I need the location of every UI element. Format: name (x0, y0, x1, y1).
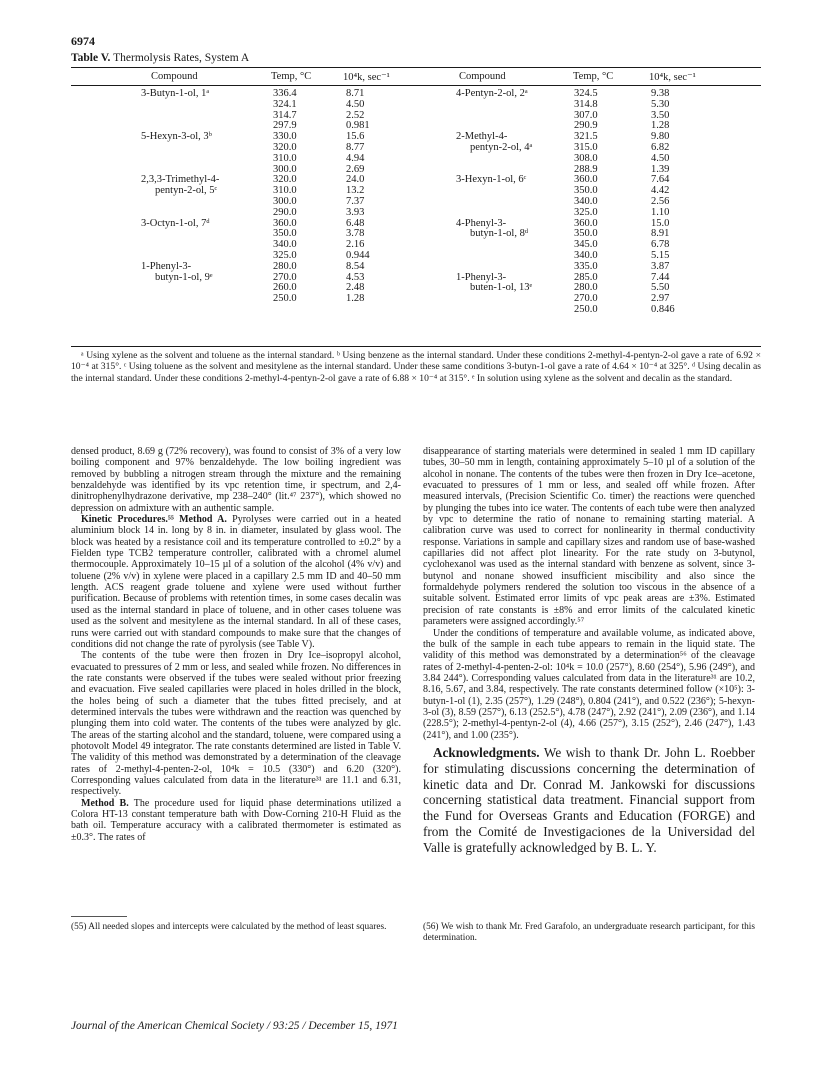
rate-constant-cell: 5.15 (651, 250, 670, 261)
paragraph: Under the conditions of temperature and available volume, as indicated above, the bulk of the sample in each tube appears to remain in the liquid state. The validity of this method was demonstrated by a determination⁵⁶ of the cleavage rates of 2-methyl-4-penten-2-ol: 10⁴k = 10.0 (257°), 8.60 (254°), 5.96 (249°), and 3.84 244°). Corresponding values calculated from data in the literature³¹ are 10.2, 8.16, 5.67, and 3.84, respectively. The rate constants determined follow (×10⁵): 3-butyn-1-ol (1), 2.35 (257°), 1.29 (248°), 0.804 (241°), and 0.522 (236°); 5-hexyn-3-ol (3), 8.59 (257°), 6.13 (252.5°), 4.78 (247°), 2.92 (241°), 2.09 (236°), and 1.14 (228.5°); 2-methyl-4-pentyn-2-ol (4), 4.66 (257°), 3.15 (252°), 2.46 (247°), 1.43 (241°), and 1.00 (235°). (423, 627, 755, 741)
temperature-cell: 336.4 (273, 88, 297, 99)
rate-constant-cell: 3.93 (346, 206, 365, 218)
table-footnotes: ᵃ Using xylene as the solvent and toluene as the internal standard. ᵇ Using benzene as the internal standard. Under these conditions 2-methyl-4-pentyn-2-ol gave a rate of 6.92 × 10⁻⁴ at 315°. ᶜ Using toluene as the solvent and mesitylene as the internal standard. Under these same conditions 3-butyn-1-ol gave a rate of 4.64 × 10⁻⁴ at 325°. ᵈ Using decalin as the internal standard. Under these conditions 2-methyl-4-pentyn-2-ol gave a rate of 6.88 × 10⁻⁴ at 315°. ᵉ In solution using xylene as the solvent and decalin as the standard. (71, 350, 761, 384)
compound-name: buten-1-ol, 13ᵉ (470, 282, 533, 294)
compound-name: 5-Hexyn-3-ol, 3ᵇ (141, 131, 212, 143)
temperature-cell: 288.9 (574, 163, 598, 175)
rate-constant-cell: 5.50 (651, 282, 670, 294)
temperature-cell: 320.0 (273, 174, 297, 186)
temperature-cell: 300.0 (273, 196, 297, 207)
temperature-cell: 350.0 (574, 185, 598, 197)
temperature-cell: 314.8 (574, 98, 598, 110)
journal-footer: Journal of the American Chemical Society / 93:25 / December 15, 1971 (71, 1020, 398, 1032)
compound-name: 1-Phenyl-3- (456, 271, 507, 283)
rate-constant-cell: 7.37 (346, 196, 365, 207)
column-header-compound-left: Compound (151, 71, 198, 82)
rate-constant-cell: 4.53 (346, 271, 365, 283)
compound-name: 2-Methyl-4- (456, 131, 508, 143)
rate-constant-cell: 2.52 (346, 109, 365, 121)
temperature-cell: 340.0 (574, 250, 598, 261)
paragraph: Kinetic Procedures.⁵⁵ Method A. Pyrolyses were carried out in a heated aluminium block 14 in. long by 8 in. in diameter, insulated by glass wool. The block was heated by a resistance coil and its temperature controlled to ±0.2° by a Fielden type TCB2 temperature controller, calibrated with a chromel alumel thermocouple. Approximately 10–15 µl of a solution of the alcohol (4% v/v) and toluene (2% v/v) in xylene were placed in a capillary 2.5 mm ID and 40–50 mm length. ACS reagent grade toluene and xylene were used without further purification. Because of problems with retention times, in some cases decalin was used as the internal standard in place of toluene, and in other cases toluene was used as the solvent and mesitylene as the internal standard. In all of these cases, runs were carried out with standard compounds to make sure that the changes of conditions did not change the rate of pyrolysis (see Table V). (71, 514, 401, 650)
temperature-cell: 325.0 (273, 250, 297, 261)
temperature-cell: 270.0 (273, 271, 297, 283)
rate-constant-cell: 4.42 (651, 185, 670, 197)
column-header-temp-left: Temp, °C (271, 71, 312, 82)
rate-constant-cell: 1.28 (651, 120, 670, 132)
section-heading: Kinetic Procedures.⁵⁵ Method A. (81, 514, 227, 526)
temperature-cell: 250.0 (273, 293, 297, 305)
rate-constant-cell: 0.846 (651, 304, 675, 315)
rate-constant-cell: 1.10 (651, 206, 670, 218)
compound-name: butyn-1-ol, 9ᵉ (155, 271, 213, 283)
table-title: Thermolysis Rates, System A (113, 52, 250, 64)
temperature-cell: 340.0 (574, 196, 598, 207)
rate-constant-cell: 0.944 (346, 250, 370, 261)
temperature-cell: 310.0 (273, 185, 297, 197)
footnote-56: (56) We wish to thank Mr. Fred Garafolo, an undergraduate research participant, for this determination. (423, 922, 755, 944)
temperature-cell: 315.0 (574, 142, 598, 153)
column-header-k-right: 10⁴k, sec⁻¹ (649, 72, 696, 83)
table-bottom-rule (71, 346, 761, 347)
compound-name: 4-Pentyn-2-ol, 2ᵃ (456, 88, 528, 99)
column-header-k-left: 10⁴k, sec⁻¹ (343, 72, 390, 83)
temperature-cell: 350.0 (574, 228, 598, 240)
temperature-cell: 321.5 (574, 131, 598, 143)
temperature-cell: 330.0 (273, 131, 297, 143)
acknowledgments: Acknowledgments. We wish to thank Dr. John L. Roebber for stimulating discussions concerning the determination of kinetic data and Dr. Conrad M. Jankowski for discussions concerning statistical data treatment. Financial support from the Fund for Overseas Grants and Education (FORGE) and from the Comité de Investigaciones de la Universidad del Valle is gratefully acknowledged by B. L. Y. (423, 744, 755, 855)
table-caption (71, 52, 249, 64)
rate-constant-cell: 1.28 (346, 293, 365, 305)
temperature-cell: 345.0 (574, 239, 598, 251)
paragraph: The contents of the tube were then frozen in Dry Ice–isopropyl alcohol, evacuated to pressures of 2 mm or less, and sealed while frozen. No differences in the rate constants were observed if the tubes were sealed without prior freezing and evacuation. Five sealed capillaries were placed in holes drilled in the block, the holes being of such a diameter that the tubes fitted precisely, and at determined intervals the tubes were withdrawn and the reaction was quenched by plunging them into cold water. The contents of the tubes were analyzed by glc. The areas of the starting alcohol and the standard, toluene, were compared using a photovolt Model 49 integrator. The rate constants determined are listed in Table V. The validity of this method was demonstrated by a determination of the cleavage rates of 2-methyl-4-penten-2-ol, 10⁴k = 10.5 (330°) and 6.20 (320°). Corresponding values calculated from data in the literature³¹ are 11.1 and 6.31, respectively. (71, 650, 401, 798)
temperature-cell: 360.0 (574, 174, 598, 186)
temperature-cell: 360.0 (273, 217, 297, 229)
temperature-cell: 310.0 (273, 152, 297, 164)
rate-constant-cell: 6.48 (346, 217, 365, 229)
compound-name: 1-Phenyl-3- (141, 260, 192, 272)
column-header-compound-right: Compound (459, 71, 506, 82)
temperature-cell: 340.0 (273, 239, 297, 251)
rate-constant-cell: 5.30 (651, 98, 670, 110)
column-header-temp-right: Temp, °C (573, 71, 614, 82)
rate-constant-cell: 2.48 (346, 282, 365, 294)
table-body (71, 86, 761, 346)
rate-constant-cell: 13.2 (346, 185, 365, 197)
temperature-cell: 325.0 (574, 206, 598, 218)
rate-constant-cell: 8.77 (346, 142, 365, 153)
left-text-column (71, 446, 401, 843)
temperature-cell: 285.0 (574, 271, 598, 283)
temperature-cell: 280.0 (574, 282, 598, 294)
temperature-cell: 350.0 (273, 228, 297, 240)
rate-constant-cell: 4.94 (346, 152, 365, 164)
rate-constant-cell: 7.44 (651, 271, 670, 283)
temperature-cell: 360.0 (574, 217, 598, 229)
compound-name: pentyn-2-ol, 4ᵃ (470, 142, 533, 153)
rate-constant-cell: 15.0 (651, 217, 670, 229)
compound-name: 3-Octyn-1-ol, 7ᵈ (141, 217, 210, 229)
temperature-cell: 280.0 (273, 260, 297, 272)
temperature-cell: 324.5 (574, 88, 598, 99)
rate-constant-cell: 15.6 (346, 131, 365, 143)
thermolysis-table (71, 67, 761, 347)
compound-name: 3-Butyn-1-ol, 1ᵃ (141, 88, 210, 99)
rate-constant-cell: 8.71 (346, 88, 365, 99)
rate-constant-cell: 9.38 (651, 88, 670, 99)
rate-constant-cell: 2.56 (651, 196, 670, 207)
right-text-column (423, 446, 755, 856)
temperature-cell: 260.0 (273, 282, 297, 294)
temperature-cell: 250.0 (574, 304, 598, 315)
compound-name: 3-Hexyn-1-ol, 6ᶜ (456, 174, 527, 186)
compound-name: 4-Phenyl-3- (456, 217, 507, 229)
rate-constant-cell: 4.50 (651, 152, 670, 164)
rate-constant-cell: 6.78 (651, 239, 670, 251)
compound-name: pentyn-2-ol, 5ᶜ (155, 185, 218, 197)
section-heading: Method B. (81, 797, 129, 809)
temperature-cell: 290.0 (273, 206, 297, 218)
rate-constant-cell: 9.80 (651, 131, 670, 143)
rate-constant-cell: 6.82 (651, 142, 670, 153)
temperature-cell: 300.0 (273, 163, 297, 175)
paragraph: Method B. The procedure used for liquid phase determinations utilized a Colora HT-13 constant temperature bath with Dow-Corning 210-H Fluid as the bath oil. Temperature accuracy with a calibrated thermometer is estimated as ±0.3°. The rates of (71, 797, 402, 843)
temperature-cell: 297.9 (273, 120, 297, 132)
footnote-55: (55) All needed slopes and intercepts were calculated by the method of least squares. (71, 922, 387, 932)
rate-constant-cell: 1.39 (651, 163, 670, 175)
rate-constant-cell: 3.50 (651, 109, 670, 121)
temperature-cell: 290.9 (574, 120, 598, 132)
rate-constant-cell: 2.69 (346, 163, 365, 175)
rate-constant-cell: 24.0 (346, 174, 365, 186)
temperature-cell: 308.0 (574, 152, 598, 164)
rate-constant-cell: 4.50 (346, 98, 365, 110)
temperature-cell: 324.1 (273, 98, 297, 110)
rate-constant-cell: 7.64 (651, 174, 670, 186)
temperature-cell: 320.0 (273, 142, 297, 153)
rate-constant-cell: 3.78 (346, 228, 365, 240)
rate-constant-cell: 3.87 (651, 260, 670, 272)
rate-constant-cell: 2.16 (346, 239, 365, 251)
footnote-rule (71, 916, 127, 917)
table-label: Table V. (71, 52, 111, 64)
temperature-cell: 270.0 (574, 293, 598, 305)
compound-name: 2,3,3-Trimethyl-4- (141, 174, 220, 186)
rate-constant-cell: 8.91 (651, 228, 670, 240)
page-number: 6974 (71, 34, 95, 48)
temperature-cell: 335.0 (574, 260, 598, 272)
rate-constant-cell: 8.54 (346, 260, 365, 272)
table-column-headers (71, 68, 761, 85)
temperature-cell: 307.0 (574, 109, 598, 121)
rate-constant-cell: 0.981 (346, 120, 370, 132)
compound-name: butyn-1-ol, 8ᵈ (470, 228, 529, 240)
paragraph: densed product, 8.69 g (72% recovery), was found to consist of 3% of a very low boiling component and 97% benzaldehyde. The low boiling ingredient was removed by bubbling a nitrogen stream through the mixture and the remaining benzaldehyde was identified by its vpc retention time, ir spectrum, and 2,4-dinitrophenylhydrazone derivative, mp 238–240° (lit.⁴⁷ 237°), which showed no depression on admixture with an authentic sample. (71, 446, 401, 514)
temperature-cell: 314.7 (273, 109, 297, 121)
acknowledgments-heading: Acknowledgments. (433, 744, 540, 760)
rate-constant-cell: 2.97 (651, 293, 670, 305)
paragraph: disappearance of starting materials were determined in sealed 1 mm ID capillary tubes, 30–50 mm in length, containing approximately 5–10 µl of a solution of the alcohol in nonane. The contents of the tubes were then frozen in Dry Ice–acetone, evacuated to pressures of 1 mm or less, and sealed off while frozen. After measured intervals, (Precision Scientific Co. timer) the reactions were quenched by plunging the tubes into ice water. The contents of each tube were then analyzed by vpc to determine the ratio of nonane to remaining starting material. A calibration curve was used to correct for nonlinearity in thermal conductivity response. Variations in sample and capillary sizes and random use of base-washed capillaries did not affect plot linearity. For the rate study on 3-butynol, cyclohexanol was used as the internal standard with benzene as solvent, since 3-butynol and nonane showed insufficient miscibility and also since the formaldehyde polymers rendered the solution too viscous in the absence of a suitable solvent. Estimated error limits of vpc peak areas are ±3%. Estimated precision of rate constants is ±8% and error limits of the calculated kinetic parameters were assigned accordingly.⁵⁷ (423, 446, 755, 628)
